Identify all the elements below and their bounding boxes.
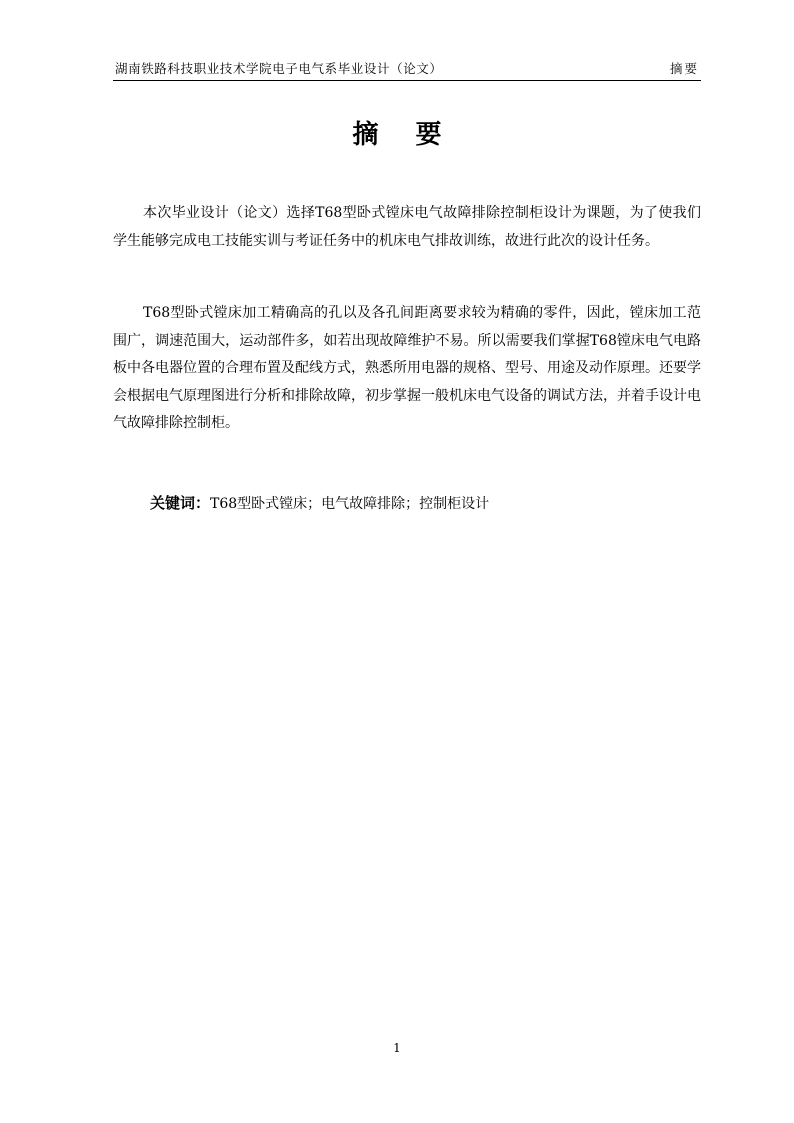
keywords-label: 关键词：	[150, 494, 211, 512]
page-title: 摘 要	[352, 120, 456, 150]
page-header	[113, 50, 701, 81]
header-section-name: 摘要	[669, 61, 699, 76]
abstract-paragraph-1: 本次毕业设计（论文）选择T68型卧式镗床电气故障排除控制柜设计为课题，为了使我们学生能够完成电工技能实训与考证任务中的机床电气排故训练，故进行此次的设计任务。	[113, 205, 701, 249]
header-document-title: 湖南铁路科技职业技术学院电子电气系毕业设计（论文）	[115, 61, 443, 76]
keywords-value: T68型卧式镗床；电气故障排除；控制柜设计	[210, 496, 490, 512]
abstract-paragraph-2: T68型卧式镗床加工精确高的孔以及各孔间距离要求较为精确的零件，因此，镗床加工范围广，调速范围大，运动部件多，如若出现故障维护不易。所以需要我们掌握T68镗床电气电路板中各电器位置的合理布置及配线方式，熟悉所用电器的规格、型号、用途及动作原理。还要学会根据电气原理图进行分析和排除故障，初步掌握一般机床电气设备的调试方法，并着手设计电气故障排除控制柜。	[113, 305, 701, 431]
page-number: 1	[393, 1041, 401, 1055]
keywords-line	[150, 492, 489, 513]
